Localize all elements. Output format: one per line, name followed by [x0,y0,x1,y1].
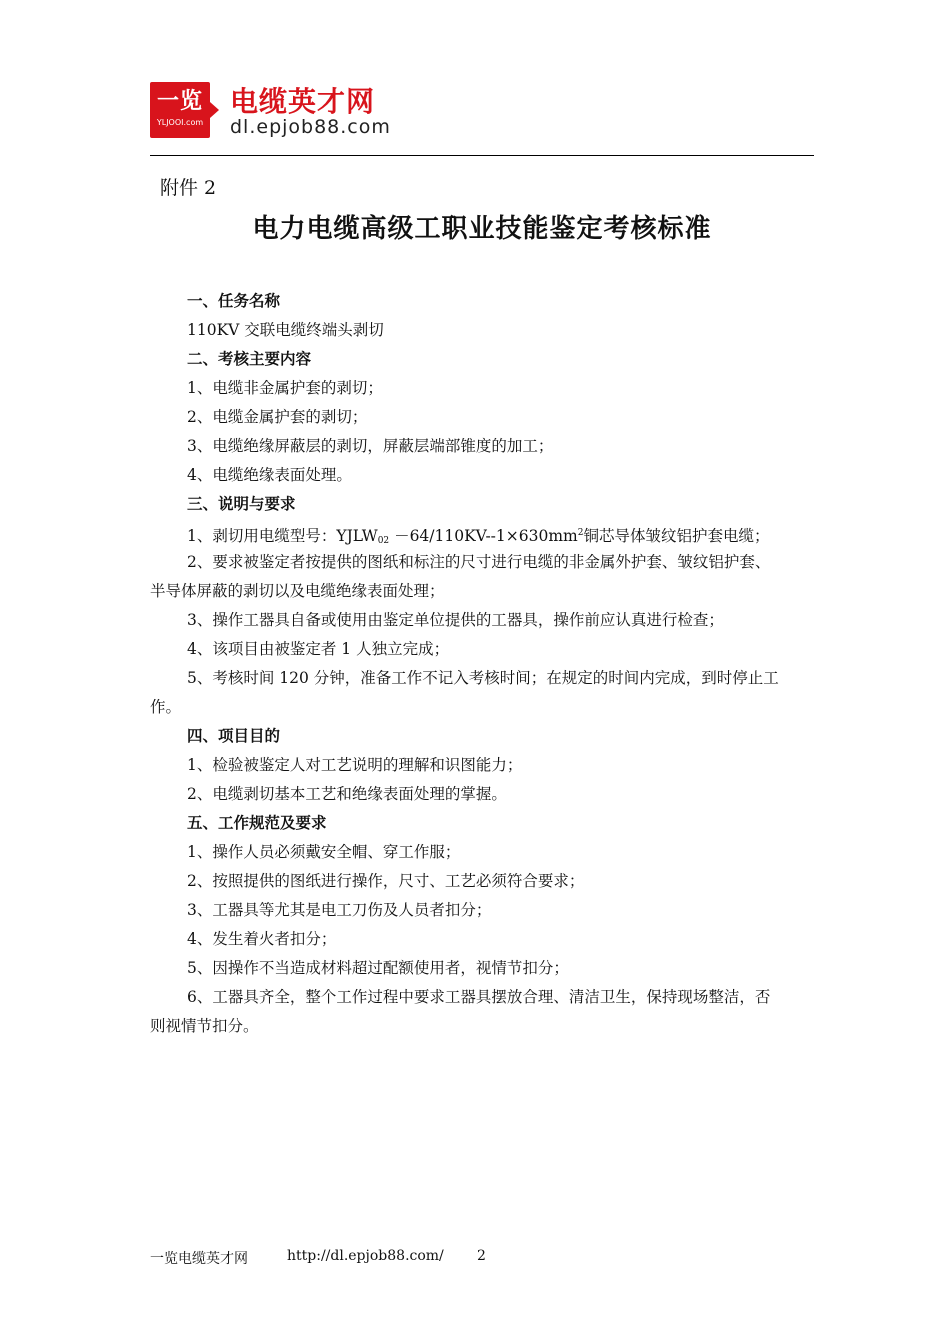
logo-url: dl.epjob88.com [230,116,391,138]
paragraph-line: 110KV 交联电缆终端头剥切 [187,321,384,339]
cable-model-line [150,519,814,548]
paragraph-line: 5、因操作不当造成材料超过配额使用者，视情节扣分； [187,959,569,977]
cable-model-prefix: 1、剥切用电缆型号：YJLW [187,527,378,545]
section-heading: 三、说明与要求 [187,495,296,513]
header-divider [150,155,814,156]
paragraph-line: 4、发生着火者扣分； [187,930,337,948]
paragraph-line: 2、按照提供的图纸进行操作，尺寸、工艺必须符合要求； [187,872,585,890]
section-heading: 一、任务名称 [187,292,281,310]
paragraph-line: 4、该项目由被鉴定者 1 人独立完成； [187,640,450,658]
paragraph-line: 3、工器具等尤其是电工刀伤及人员者扣分； [187,901,492,919]
document-body [150,287,814,1041]
attachment-label: 附件 2 [160,177,217,199]
logo-title: 电缆英才网 [230,85,376,118]
logo-badge-subtext: YLJOOI.com [156,118,204,127]
paragraph-line: 1、操作人员必须戴安全帽、穿工作服； [187,843,461,861]
paragraph-line: 2、电缆金属护套的剥切； [187,408,368,426]
cable-model-mid: －64/110KV--1×630mm [389,527,578,545]
paragraph-line: 2、电缆剥切基本工艺和绝缘表面处理的掌握。 [187,785,507,803]
paragraph-line: 则视情节扣分。 [150,1017,259,1035]
paragraph-line: 作。 [150,698,182,716]
cable-model-subscript: 02 [377,536,390,546]
paragraph-line: 5、考核时间 120 分钟，准备工作不记入考核时间；在规定的时间内完成，到时停止工 [187,669,779,687]
footer-site-name: 一览电缆英才网 [150,1251,248,1267]
paragraph-line: 3、操作工器具自备或使用由鉴定单位提供的工器具，操作前应认真进行检查； [187,611,724,629]
footer-link[interactable]: http://dl.epjob88.com/ [287,1248,444,1264]
paragraph-line: 半导体屏蔽的剥切以及电缆绝缘表面处理； [150,582,445,600]
paragraph-line: 2、要求被鉴定者按提供的图纸和标注的尺寸进行电缆的非金属外护套、皱纹铝护套、 [187,553,771,571]
paragraph-line: 3、电缆绝缘屏蔽层的剥切，屏蔽层端部锥度的加工； [187,437,554,455]
paragraph-line: 6、工器具齐全，整个工作过程中要求工器具摆放合理、清洁卫生，保持现场整洁，否 [187,988,771,1006]
paragraph-line: 1、电缆非金属护套的剥切； [187,379,383,397]
paragraph-line: 4、电缆绝缘表面处理。 [187,466,352,484]
cable-model-superscript: 2 [577,528,584,538]
section-heading: 二、考核主要内容 [187,350,312,368]
paragraph-line: 1、检验被鉴定人对工艺说明的理解和识图能力； [187,756,523,774]
cable-model-suffix: 铜芯导体皱纹铝护套电缆； [583,527,770,545]
logo-badge [150,82,210,138]
section-heading: 四、项目目的 [187,727,281,745]
page-title: 电力电缆高级工职业技能鉴定考核标准 [252,214,712,244]
page-number: 2 [477,1248,486,1264]
logo-badge-text: 一览 [156,89,203,114]
section-heading: 五、工作规范及要求 [187,814,327,832]
